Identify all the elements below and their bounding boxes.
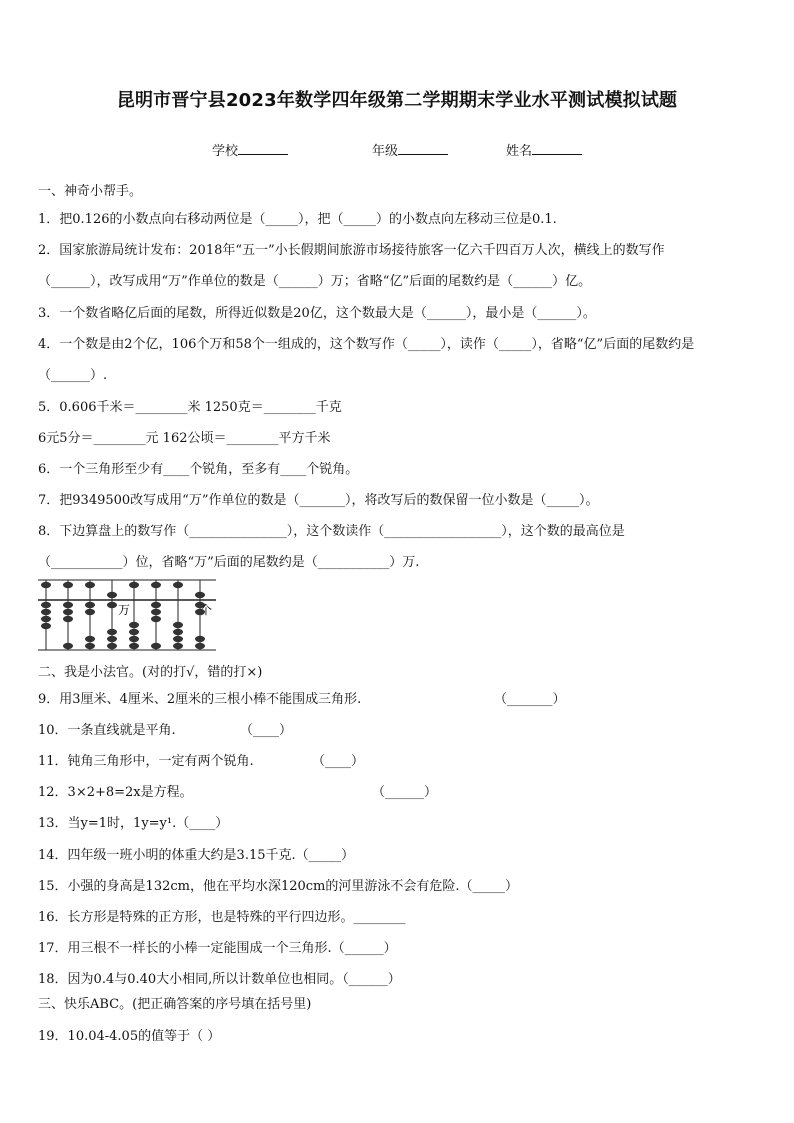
question-10: 10．一条直线就是平角. (38, 723, 176, 738)
abacus-lower-bead (41, 609, 51, 615)
section-1-heading: 一、神奇小帮手。 (38, 184, 143, 199)
question-14: 14．四年级一班小明的体重大约是3.15千克.（_____） (38, 848, 355, 863)
abacus-upper-bead (173, 582, 183, 588)
abacus-lower-bead (173, 629, 183, 635)
abacus-upper-bead (63, 582, 73, 588)
abacus-upper-bead (151, 582, 161, 588)
question-3: 3．一个数省略亿后面的尾数，所得近似数是20亿，这个数最大是（______），最小是（______）。 (38, 306, 596, 321)
question-8-line1: 8．下边算盘上的数写作（_______________），这个数读作（__________________），这个数的最高位是 (38, 524, 625, 539)
abacus-upper-bead (41, 582, 51, 588)
abacus-lower-bead (85, 609, 95, 615)
abacus-lower-bead (107, 602, 117, 608)
abacus-lower-bead (129, 629, 139, 635)
question-4-line1: 4．一个数是由2个亿，106个万和58个一组成的，这个数写作（_____），读作（_____），省略“亿”后面的尾数约是 (38, 337, 695, 352)
question-17: 17．用三根不一样长的小棒一定能围成一个三角形.（______） (38, 941, 397, 956)
question-19: 19．10.04-4.05的值等于（ ） (38, 1029, 221, 1044)
abacus-upper-bead (85, 582, 95, 588)
document-title: 昆明市晋宁县2023年数学四年级第二学期期末学业水平测试模拟试题 (116, 90, 678, 111)
abacus-upper-bead (107, 592, 117, 598)
abacus-lower-bead (151, 602, 161, 608)
school-field (212, 140, 288, 159)
abacus-wan-label: 万 (118, 603, 131, 617)
question-4-line2: （______）. (38, 368, 108, 383)
abacus-lower-bead (107, 636, 117, 642)
abacus-lower-bead (151, 609, 161, 615)
abacus-lower-bead (129, 636, 139, 642)
abacus-lower-bead (85, 602, 95, 608)
school-label: 学校 (212, 144, 239, 159)
question-8-line2: （___________）位，省略“万”后面的尾数约是（___________）万. (38, 555, 420, 570)
abacus-lower-bead (63, 643, 73, 649)
question-18: 18．因为0.4与0.40大小相同,所以计数单位也相同。（______） (38, 972, 401, 987)
question-5-line2: 6元5分＝________元 162公顷＝________平方千米 (38, 431, 331, 446)
question-16: 16．长方形是特殊的正方形，也是特殊的平行四边形。________ (38, 910, 406, 925)
abacus-lower-bead (41, 602, 51, 608)
question-12: 12．3×2+8=2x是方程。 (38, 785, 193, 800)
abacus-lower-bead (173, 643, 183, 649)
question-13: 13．当y=1时，1y=y¹.（____） (38, 816, 229, 831)
question-2-line1: 2．国家旅游局统计发布：2018年“五一”小长假期间旅游市场接待旅客一亿六千四百万人次，横线上的数写作 (38, 243, 665, 258)
abacus-lower-bead (63, 609, 73, 615)
question-12-answer-blank[interactable]: （______） (372, 785, 438, 800)
abacus-lower-bead (151, 616, 161, 622)
abacus-lower-bead (151, 643, 161, 649)
question-9-answer-blank[interactable]: （_______） (494, 692, 566, 707)
question-11-answer-blank[interactable]: （____） (312, 754, 365, 769)
question-10-answer-blank[interactable]: （____） (240, 723, 293, 738)
abacus-lower-bead (107, 629, 117, 635)
section-2-heading: 二、我是小法官。(对的打√，错的打×) (38, 665, 263, 680)
question-5-line1: 5．0.606千米＝________米 1250克＝________千克 (38, 400, 342, 415)
question-15: 15．小强的身高是132cm，他在平均水深120cm的河里游泳不会有危险.（_____） (38, 879, 519, 894)
abacus-upper-bead (129, 582, 139, 588)
question-2-line2: （______），改写成用“万”作单位的数是（______）万；省略“亿”后面的尾数约是（______）亿。 (38, 274, 592, 289)
abacus-lower-bead (195, 643, 205, 649)
abacus-lower-bead (85, 643, 95, 649)
abacus-lower-bead (63, 602, 73, 608)
grade-label: 年级 (372, 144, 399, 159)
abacus-lower-bead (41, 616, 51, 622)
name-label: 姓名 (506, 144, 533, 159)
grade-field (372, 140, 448, 159)
abacus-lower-bead (195, 636, 205, 642)
school-blank[interactable] (238, 140, 288, 155)
abacus-lower-bead (129, 643, 139, 649)
question-6: 6．一个三角形至少有____个锐角，至多有____个锐角。 (38, 462, 359, 477)
abacus-lower-bead (85, 636, 95, 642)
abacus-lower-bead (41, 623, 51, 629)
name-field (506, 140, 582, 159)
abacus-ge-label: 个 (200, 603, 213, 617)
abacus-figure (38, 576, 218, 654)
name-blank[interactable] (532, 140, 582, 155)
section-3-heading: 三、快乐ABC。(把正确答案的序号填在括号里) (38, 997, 312, 1012)
abacus-upper-bead (195, 592, 205, 598)
abacus-lower-bead (107, 643, 117, 649)
abacus-lower-bead (173, 636, 183, 642)
grade-blank[interactable] (398, 140, 448, 155)
abacus-lower-bead (173, 622, 183, 628)
abacus-lower-bead (63, 616, 73, 622)
question-1: 1．把0.126的小数点向右移动两位是（_____），把（_____）的小数点向左移动三位是0.1. (38, 212, 557, 227)
question-7: 7．把9349500改写成用“万”作单位的数是（_______），将改写后的数保留一位小数是（_____）。 (38, 493, 599, 508)
question-11: 11．钝角三角形中，一定有两个锐角. (38, 754, 254, 769)
abacus-lower-bead (129, 622, 139, 628)
question-9: 9．用3厘米、4厘米、2厘米的三根小棒不能围成三角形. (38, 692, 362, 707)
